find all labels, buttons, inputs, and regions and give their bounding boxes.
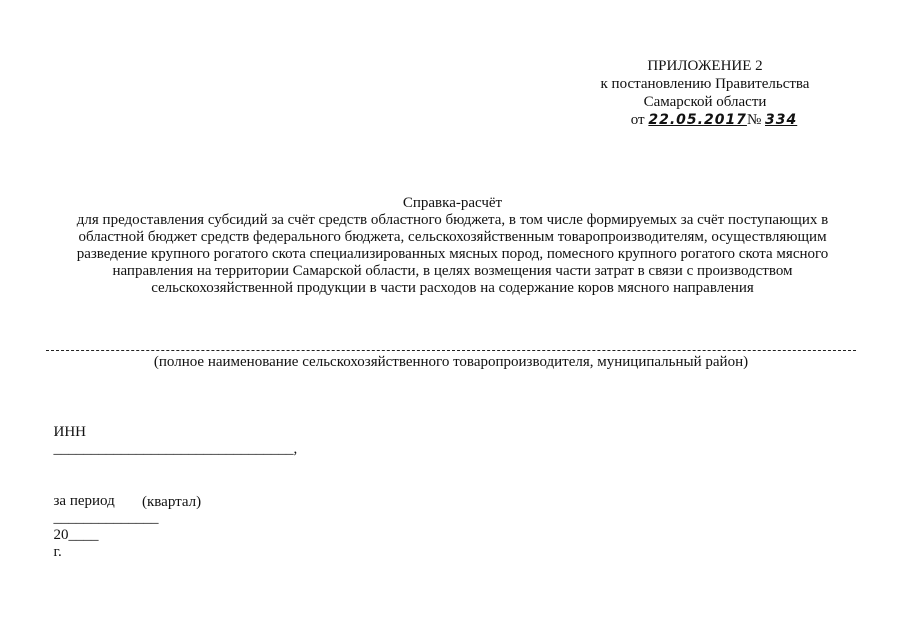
- year-suffix: г.: [53, 544, 62, 560]
- appendix-header: [560, 57, 850, 129]
- document-title-block: [40, 195, 865, 297]
- handwritten-date: 22.05.2017: [648, 112, 747, 128]
- producer-caption: (полное наименование сельскохозяйственного товаропроизводителя, муниципальный район): [153, 354, 749, 370]
- producer-name-line[interactable]: [46, 350, 856, 351]
- document-title: Справка-расчёт: [402, 195, 503, 211]
- subtitle-line: для предоставления субсидий за счёт средств областного бюджета, в том числе формируемых за счёт поступающих в: [76, 212, 829, 228]
- date-prefix: от: [630, 112, 645, 128]
- inn-label: ИНН: [53, 424, 86, 440]
- appendix-line-1: к постановлению Правительства: [600, 76, 810, 92]
- period-field[interactable]: ______________: [53, 510, 159, 526]
- subtitle-line: сельскохозяйственной продукции в части расходов на содержание коров мясного направления: [151, 280, 754, 296]
- quarter-caption: (квартал): [142, 494, 202, 510]
- subtitle-line: направления на территории Самарской области, в целях возмещения части затрат в связи с производством: [112, 263, 793, 279]
- appendix-title: ПРИЛОЖЕНИЕ 2: [647, 58, 763, 74]
- appendix-date-line: [560, 111, 850, 129]
- number-sign: №: [746, 112, 762, 128]
- appendix-line-2: Самарской области: [643, 94, 767, 110]
- handwritten-number: 334: [765, 112, 798, 128]
- year-field[interactable]: ____: [68, 527, 99, 543]
- subtitle-line: разведение крупного рогатого скота специализированных мясных пород, помесного крупного рогатого скота мясного: [76, 246, 829, 262]
- inn-row: [46, 407, 297, 458]
- subtitle-line: областной бюджет средств федерального бюджета, сельскохозяйственным товаропроизводителям, осуществляющим: [78, 229, 827, 245]
- period-row: [46, 476, 159, 561]
- period-label: за период: [53, 493, 115, 509]
- year-prefix: 20: [53, 527, 69, 543]
- inn-field[interactable]: ________________________________,: [53, 441, 298, 457]
